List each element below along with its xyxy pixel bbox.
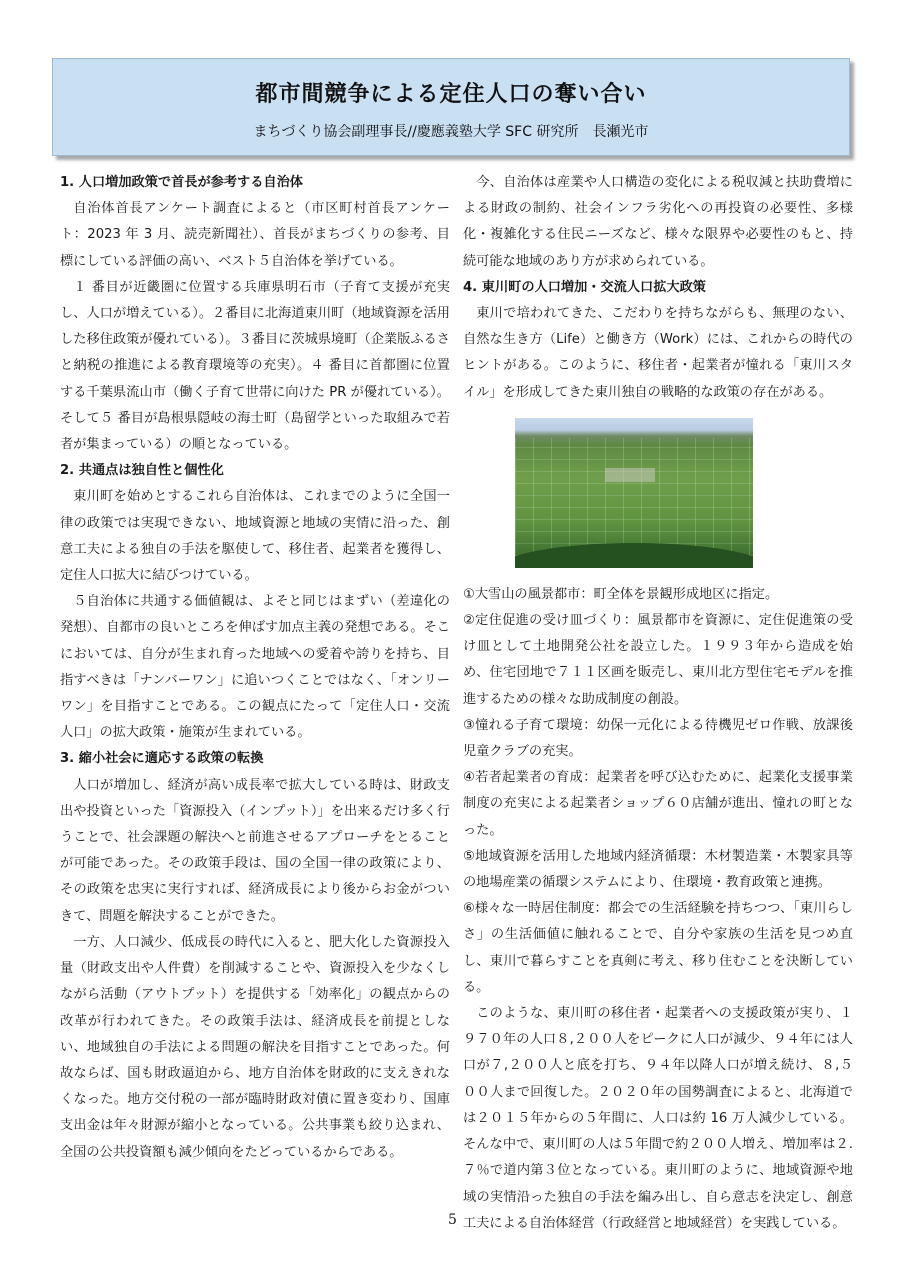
paragraph: このような、東川町の移住者・起業者への支援政策が実り、１９７０年の人口８,２００人をピークに人口が減少、９４年には人口が７,２００人と底を打ち、９４年以降人口が増え続け、８,５００人まで回復した。２０２０年の国勢調査によると、北海道では２０１５年からの５年間に、人口は約 16 万人減少している。そんな中で、東川町の人は５年間で約２００人増え、増加率は２.７％で道内第３位となっている。東川町のように、地域資源や地域の実情沿った独自の手法を編み出し、自ら意志を決定し、創意工夫による自治体経営（行政経営と地域経営）を実践している。 [463, 1006, 853, 1231]
paragraph: １ 番目が近畿圏に位置する兵庫県明石市（子育て支援が充実し、人口が増えている）。２番目に北海道東川町（地域資源を活用した移住政策が優れている）。３番目に茨城県境町（企業版ふるさと納税の推進による教育環境等の充実）。４ 番目に首都圏に位置する千葉県流山市（働く子育て世帯に向けた PR が優れている）。そして５ 番目が島根県隠岐の海士町（島留学といった取組みで若者が集まっている）の順となっている。 [60, 279, 450, 453]
page-number: 5 [448, 1212, 457, 1228]
policy-item: ④若者起業者の育成：起業者を呼び込むために、起業化支援事業制度の充実による起業者ショップ６０店舗が進出、憧れの町となった。 [463, 770, 853, 838]
right-column [463, 170, 853, 1237]
paragraph: 東川で培われてきた、こだわりを持ちながらも、無理のない、自然な生き方（Life）と働き方（Work）には、これからの時代のヒントがある。このように、移住者・起業者が憧れる「東川スタイル」を形成してきた東川独自の戦略的な政策の存在がある。 [463, 306, 853, 400]
paragraph: 東川町を始めとするこれら自治体は、これまでのように全国一律の政策では実現できない、地域資源と地域の実情に沿った、創意工夫による独自の手法を駆使して、移住者、起業者を獲得し、定住人口拡大に結びつけている。 [60, 489, 450, 584]
section-heading-4: 4. 東川町の人口増加・交流人口拡大政策 [463, 279, 706, 295]
paragraph: 自治体首長アンケート調査によると（市区町村首長アンケート：2023 年 3 月、読売新聞社）、首長がまちづくりの参考、目標にしている評価の高い、ベスト５自治体を挙げている。 [60, 201, 450, 269]
paragraph: 今、自治体は産業や人口構造の変化による税収減と扶助費増による財政の制約、社会インフラ劣化への再投資の必要性、多様化・複雑化する住民ニーズなど、様々な限界や必要性のもと、持続可能な地域のあり方が求められている。 [463, 175, 853, 269]
section-heading-1: 1. 人口増加政策で首長が参考する自治体 [60, 175, 303, 190]
paragraph: ５自治体に共通する価値観は、よそと同じはまずい（差違化の発想）、自都市の良いところを伸ばす加点主義の発想である。そこにおいては、自分が生まれ育った地域への愛着や誇りを持ち、目指すべきは「ナンバーワン」に追いつくことではなく、「オンリーワン」を目指すことである。この観点にたって「定住人口・交流人口」の拡大政策・施策が生まれている。 [60, 594, 450, 741]
town-area [605, 468, 655, 482]
author-line: まちづくり協会副理事長//慶應義塾大学 SFC 研究所 長瀬光市 [253, 124, 649, 140]
policy-item: ①大雪山の風景都市：町全体を景観形成地区に指定。 [463, 586, 779, 602]
policy-item: ⑥様々な一時居住制度：都会での生活経験を持ちつつ、「東川らしさ」の生活価値に触れることで、自分や家族の生活を見つめ直し、東川で暮らすことを真剣に考え、移り住むことを決断している。 [463, 901, 853, 995]
paragraph: 人口が増加し、経済が高い成長率で拡大している時は、財政支出や投資といった「資源投入（インプット）」を出来るだけ多く行うことで、社会課題の解決へと前進させるアプローチをとることが可能であった。その政策手段は、国の全国一律の政策により、その政策を忠実に実行すれば、経済成長により後からお金がついきて、問題を解決することができた。 [60, 777, 450, 924]
section-heading-3: 3. 縮小社会に適応する政策の転換 [60, 751, 264, 767]
title-banner [52, 58, 850, 156]
policy-item: ③憧れる子育て環境：幼保一元化による待機児ゼロ作戦、放課後児童クラブの充実。 [463, 717, 853, 760]
landscape-photo [515, 418, 753, 568]
article-title: 都市間競争による定住人口の奪い合い [255, 82, 647, 107]
left-column [60, 170, 450, 1166]
paragraph: 一方、人口減少、低成長の時代に入ると、肥大化した資源投入量（財政支出や人件費）を削減することや、資源投入を少なくしながら活動（アウトプット）を提供する「効率化」の観点からの改革が行われてきた。その政策手法は、経済成長を前提としない、地域独自の手法による問題の解決を目指すことであった。何故ならば、国も財政逼迫から、地方自治体を財政的に支えきれなくなった。地方交付税の一部が臨時財政対債に置き変わり、国庫支出金は年々財源が縮小となっている。公共事業も絞り込まれ、全国の公共投資額も減少傾向をたどっているからである。 [60, 934, 450, 1160]
policy-item: ⑤地域資源を活用した地域内経済循環：木材製造業・木製家具等の地場産業の循環システムにより、住環境・教育政策と連携。 [463, 848, 853, 891]
policy-item: ②定住促進の受け皿づくり：風景都市を資源に、定住促進策の受け皿として土地開発公社を設立した。１９９３年から造成を始め、住宅団地で７１１区画を販売し、東川北方型住宅モデルを推進するための様々な助成制度の創設。 [463, 613, 853, 707]
section-heading-2: 2. 共通点は独自性と個性化 [60, 463, 224, 479]
